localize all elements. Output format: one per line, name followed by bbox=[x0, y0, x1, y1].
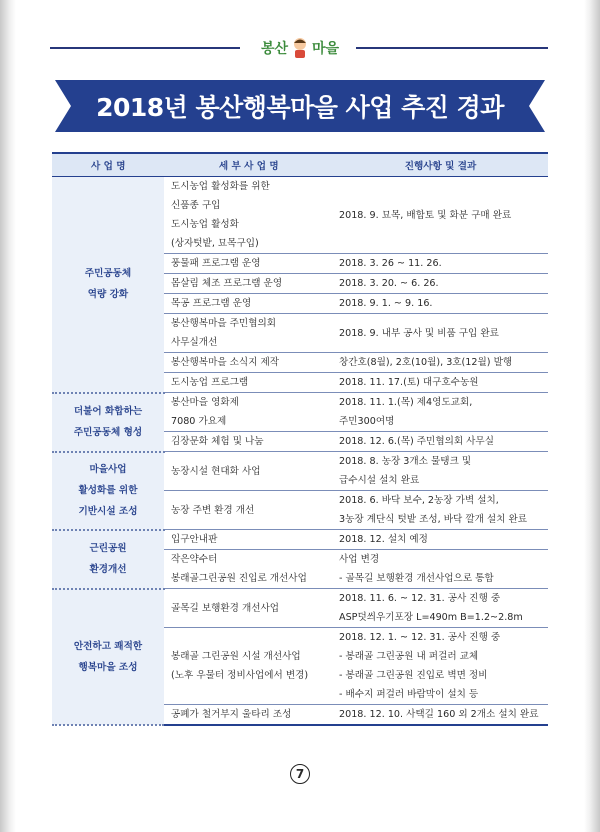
category-cell bbox=[52, 452, 165, 530]
subproject-line: 작은약수터 bbox=[171, 554, 218, 565]
result-line: 2018. 12. 설치 예정 bbox=[339, 534, 428, 545]
logo-word-2: 마을 bbox=[312, 41, 340, 57]
subproject-line: 도시농업 프로그램 bbox=[171, 377, 249, 388]
subproject-line: 봉래골 그린공원 시설 개선사업 bbox=[171, 651, 301, 662]
category-line: 마을사업 bbox=[89, 464, 127, 475]
result-line: - 골목길 보행환경 개선사업으로 통합 bbox=[339, 573, 494, 584]
subproject-cell bbox=[165, 393, 334, 432]
category-cell bbox=[52, 177, 165, 393]
subproject-line: 공폐가 철거부지 울타리 조성 bbox=[171, 709, 292, 720]
result-line: 2018. 8. 농장 3개소 물탱크 및 bbox=[339, 456, 472, 467]
result-line: ASP덧씌우기포장 L=490m B=1.2~2.8m bbox=[339, 612, 523, 623]
category-line: 환경개선 bbox=[89, 564, 127, 575]
result-cell bbox=[333, 373, 548, 393]
subproject-line: 골목길 보행환경 개선사업 bbox=[171, 602, 280, 614]
result-line: 3농장 계단식 텃밭 조성, 바닥 깔개 설치 완료 bbox=[339, 514, 528, 525]
subproject-cell bbox=[165, 373, 334, 393]
subproject-cell bbox=[165, 589, 334, 628]
category-line: 행복마을 조성 bbox=[78, 661, 138, 673]
subproject-line: 사무실개선 bbox=[171, 337, 218, 348]
result-cell bbox=[333, 393, 548, 432]
category-cell bbox=[52, 530, 165, 589]
subproject-line: 봉래골그린공원 진입로 개선사업 bbox=[171, 573, 307, 584]
result-line: 2018. 6. 바닥 보수, 2농장 가벽 설치, bbox=[339, 495, 499, 506]
result-line: 2018. 11. 17.(토) 대구호수농원 bbox=[339, 377, 479, 388]
village-logo bbox=[248, 34, 352, 62]
subproject-cell bbox=[165, 530, 334, 550]
category-cell bbox=[52, 393, 165, 452]
subproject-cell bbox=[165, 177, 334, 254]
result-line: 2018. 12. 1. ~ 12. 31. 공사 진행 중 bbox=[339, 632, 501, 643]
result-line: 2018. 11. 1.(목) 제4영도교회, bbox=[339, 397, 473, 408]
result-line: 주민300여명 bbox=[339, 416, 395, 427]
column-header-subproject: 세 부 사 업 명 bbox=[165, 153, 334, 177]
result-line: 2018. 3. 26 ~ 11. 26. bbox=[339, 258, 442, 269]
results-body bbox=[52, 177, 548, 726]
subproject-line: 7080 가요제 bbox=[171, 416, 227, 427]
category-line: 근린공원 bbox=[89, 543, 127, 554]
result-cell bbox=[333, 294, 548, 314]
subproject-cell bbox=[165, 491, 334, 530]
subproject-line: 도시농업 활성화 bbox=[171, 219, 239, 230]
table-row bbox=[52, 393, 548, 432]
table-row bbox=[52, 589, 548, 628]
column-header-result: 진행사항 및 결과 bbox=[333, 153, 548, 177]
subproject-line: 봉산행복마을 소식지 제작 bbox=[171, 357, 280, 368]
page-title: 2018년 봉산행복마을 사업 추진 경과 bbox=[96, 93, 504, 122]
subproject-line: 농장시설 현대화 사업 bbox=[171, 465, 261, 477]
subproject-line: 도시농업 활성화를 위한 bbox=[171, 181, 270, 192]
subproject-line: 김장문화 체험 및 나눔 bbox=[171, 436, 264, 447]
result-cell bbox=[333, 314, 548, 353]
results-table bbox=[52, 152, 548, 726]
subproject-line: 농장 주변 환경 개선 bbox=[171, 504, 255, 516]
result-line: - 봉래골 그린공원 진입로 벽면 정비 bbox=[339, 670, 488, 681]
result-cell bbox=[333, 452, 548, 491]
header-rule-left bbox=[50, 47, 240, 49]
subproject-line: 몸살림 체조 프로그램 운영 bbox=[171, 278, 283, 289]
result-line: - 봉래골 그린공원 내 퍼걸러 교체 bbox=[339, 651, 479, 662]
table-row bbox=[52, 452, 548, 491]
page-edge-left bbox=[0, 0, 16, 832]
table-row bbox=[52, 530, 548, 550]
category-line: 기반시설 조성 bbox=[78, 506, 138, 517]
result-cell bbox=[333, 177, 548, 254]
result-line: 급수시설 설치 완료 bbox=[339, 475, 420, 486]
page-edge-right bbox=[584, 0, 600, 832]
category-line: 안전하고 쾌적한 bbox=[73, 640, 143, 652]
subproject-cell bbox=[165, 628, 334, 705]
result-line: 2018. 12. 6.(목) 주민협의회 사무실 bbox=[339, 436, 494, 447]
subproject-line: 신품종 구입 bbox=[171, 200, 221, 211]
title-banner bbox=[55, 80, 545, 132]
result-cell bbox=[333, 550, 548, 589]
subproject-line: 목공 프로그램 운영 bbox=[171, 298, 252, 309]
result-line: 2018. 9. 묘목, 배합토 및 화분 구매 완료 bbox=[339, 209, 512, 221]
result-cell bbox=[333, 254, 548, 274]
result-cell bbox=[333, 353, 548, 373]
result-cell bbox=[333, 705, 548, 726]
subproject-cell bbox=[165, 705, 334, 726]
table-row bbox=[52, 177, 548, 254]
result-line: 사업 변경 bbox=[339, 554, 380, 565]
subproject-cell bbox=[165, 432, 334, 452]
result-line: - 배수지 퍼걸러 바람막이 설치 등 bbox=[339, 689, 479, 700]
subproject-cell bbox=[165, 294, 334, 314]
subproject-line: (상자텃밭, 묘목구입) bbox=[171, 238, 259, 249]
result-line: 2018. 3. 20. ~ 6. 26. bbox=[339, 278, 439, 289]
result-line: 창간호(8월), 2호(10월), 3호(12월) 발행 bbox=[339, 357, 513, 368]
page-number: 7 bbox=[290, 764, 310, 784]
category-line: 주민공동체 형성 bbox=[73, 427, 143, 438]
subproject-cell bbox=[165, 314, 334, 353]
result-cell bbox=[333, 491, 548, 530]
category-line: 활성화를 위한 bbox=[78, 485, 138, 496]
category-line: 주민공동체 bbox=[84, 268, 132, 280]
mascot-icon bbox=[291, 36, 309, 60]
subproject-line: 봉산행복마을 주민협의회 bbox=[171, 318, 276, 329]
subproject-line: 풍물패 프로그램 운영 bbox=[171, 258, 261, 269]
subproject-line: 입구안내판 bbox=[171, 534, 218, 545]
subproject-cell bbox=[165, 550, 334, 589]
category-line: 역량 강화 bbox=[87, 289, 129, 301]
subproject-cell bbox=[165, 452, 334, 491]
subproject-cell bbox=[165, 274, 334, 294]
subproject-line: 봉산마을 영화제 bbox=[171, 397, 239, 408]
result-cell bbox=[333, 432, 548, 452]
table-header-row bbox=[52, 153, 548, 177]
result-cell bbox=[333, 274, 548, 294]
result-cell bbox=[333, 628, 548, 705]
category-line: 더불어 화합하는 bbox=[73, 406, 143, 417]
subproject-line: (노후 우물터 정비사업에서 변경) bbox=[171, 670, 309, 681]
subproject-cell bbox=[165, 254, 334, 274]
logo-word-1: 봉산 bbox=[260, 41, 288, 57]
result-line: 2018. 12. 10. 사택길 160 외 2개소 설치 완료 bbox=[339, 709, 539, 720]
result-line: 2018. 9. 1. ~ 9. 16. bbox=[339, 298, 433, 309]
header-rule-right bbox=[356, 47, 548, 49]
result-line: 2018. 9. 내부 공사 및 비품 구입 완료 bbox=[339, 327, 499, 339]
category-cell bbox=[52, 589, 165, 726]
result-cell bbox=[333, 530, 548, 550]
result-cell bbox=[333, 589, 548, 628]
result-line: 2018. 11. 6. ~ 12. 31. 공사 진행 중 bbox=[339, 593, 501, 604]
column-header-project: 사 업 명 bbox=[52, 153, 165, 177]
subproject-cell bbox=[165, 353, 334, 373]
